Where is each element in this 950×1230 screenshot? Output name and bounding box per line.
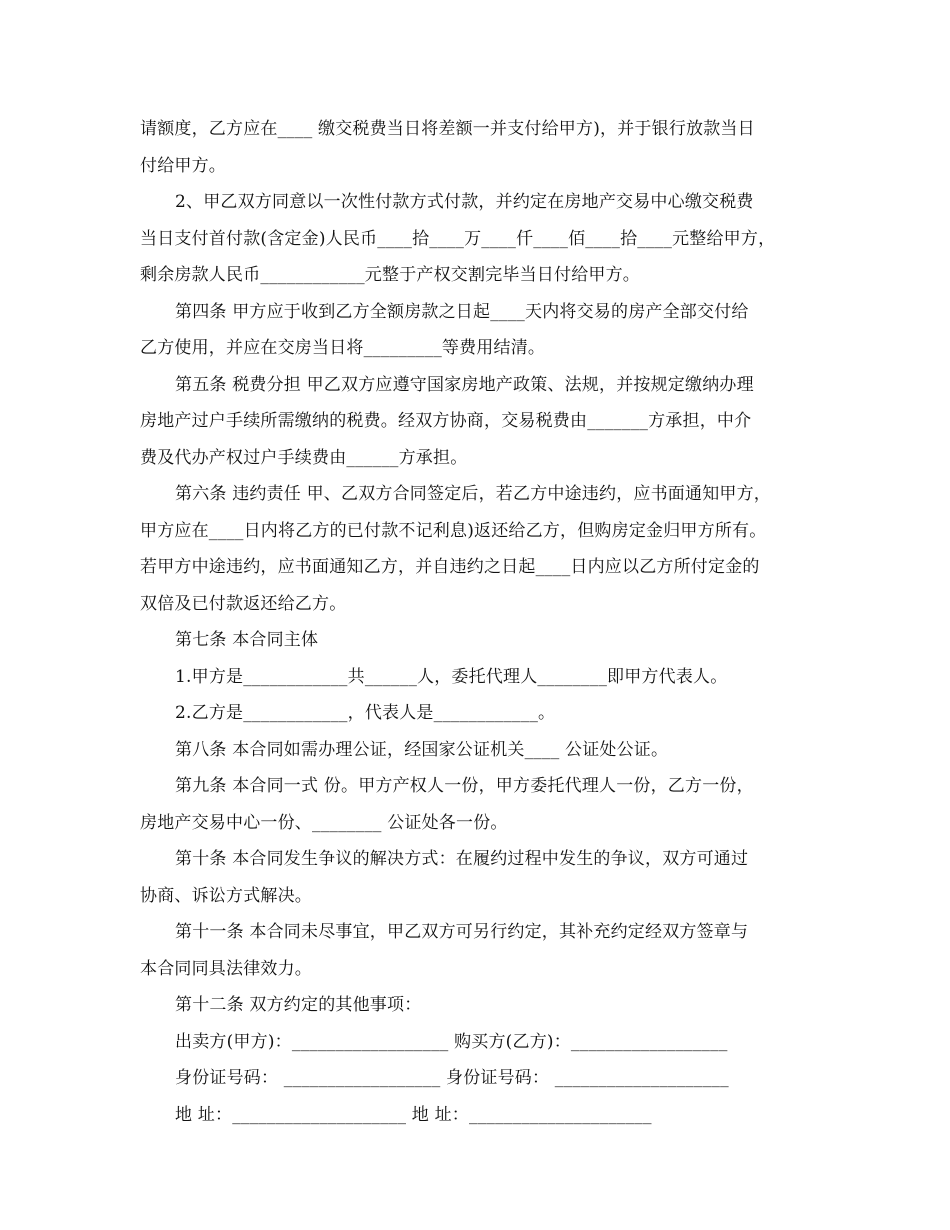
text-line: 第七条 本合同主体: [175, 630, 319, 650]
text-line: 2、甲乙双方同意以一次性付款方式付款，并约定在房地产交易中心缴交税费: [175, 192, 754, 212]
text-line: 双倍及已付款返还给乙方。: [140, 594, 347, 614]
text-line: 付给甲方。: [140, 156, 226, 176]
text-line: 2.乙方是____________，代表人是____________。: [175, 703, 556, 723]
text-line: 房地产交易中心一份、________ 公证处各一份。: [140, 813, 508, 833]
text-line: 甲方应在____日内将乙方的已付款不记利息)返还给乙方，但购房定金归甲方所有。: [140, 521, 767, 541]
text-line: 第五条 税费分担 甲乙双方应遵守国家房地产政策、法规，并按规定缴纳办理: [175, 375, 754, 395]
text-line: 房地产过户手续所需缴纳的税费。经双方协商，交易税费由_______方承担，中介: [140, 411, 752, 431]
text-line: 第八条 本合同如需办理公证，经国家公证机关____ 公证处公证。: [175, 740, 669, 760]
text-line: 本合同同具法律效力。: [140, 959, 312, 979]
text-line: 第九条 本合同一式 份。甲方产权人一份，甲方委托代理人一份，乙方一份，: [175, 776, 754, 796]
text-line: 地 址：____________________ 地 址：_____________________: [175, 1105, 652, 1125]
text-line: 第十条 本合同发生争议的解决方式：在履约过程中发生的争议，双方可通过: [175, 849, 749, 869]
text-line: 协商、诉讼方式解决。: [140, 886, 312, 906]
text-line: 第十二条 双方约定的其他事项：: [175, 995, 422, 1015]
text-line: 第十一条 本合同未尽事宜，甲乙双方可另行约定，其补充约定经双方签章与: [175, 922, 749, 942]
text-line: 第四条 甲方应于收到乙方全额房款之日起____天内将交易的房产全部交付给: [175, 302, 749, 322]
text-line: 剩余房款人民币____________元整于产权交割完毕当日付给甲方。: [140, 265, 640, 285]
text-line: 出卖方(甲方)：__________________ 购买方(乙方)：__________________: [175, 1032, 728, 1052]
text-line: 1.甲方是____________共______人，委托代理人________即甲方代表人。: [175, 667, 728, 687]
text-line: 请额度，乙方应在____ 缴交税费当日将差额一并支付给甲方)，并于银行放款当日: [140, 119, 755, 139]
text-line: 若甲方中途违约，应书面通知乙方，并自违约之日起____日内应以乙方所付定金的: [140, 557, 760, 577]
text-line: 第六条 违约责任 甲、乙双方合同签定后，若乙方中途违约，应书面通知甲方，: [175, 484, 772, 504]
text-line: 当日支付首付款(含定金)人民币____拾____万____仟____佰____拾____元整给甲方，: [140, 229, 776, 249]
text-line: 身份证号码： __________________ 身份证号码： ____________________: [175, 1068, 729, 1088]
text-line: 乙方使用，并应在交房当日将_________等费用结清。: [140, 338, 546, 358]
text-line: 费及代办产权过户手续费由______方承担。: [140, 448, 468, 468]
